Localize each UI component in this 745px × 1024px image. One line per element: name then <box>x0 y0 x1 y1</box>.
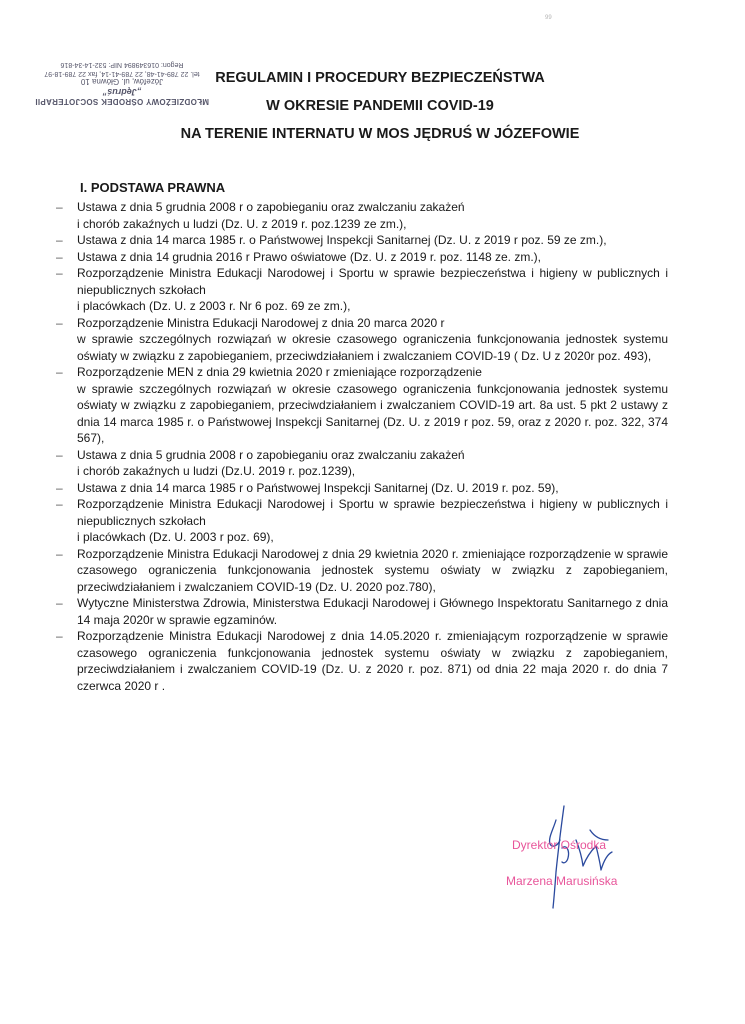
signature-title: Dyrektor Ośrodka <box>512 838 607 852</box>
legal-basis-item <box>56 628 668 694</box>
legal-basis-line: Ustawa z dnia 14 marca 1985 r. o Państwowej Inspekcji Sanitarnej (Dz. U. z 2019 r poz. 59 ze zm.), <box>77 233 607 247</box>
legal-basis-item <box>56 199 668 232</box>
legal-basis-text <box>77 265 668 315</box>
dash-bullet: – <box>56 480 63 495</box>
legal-basis-line: Ustawa z dnia 5 grudnia 2008 r o zapobieganiu oraz zwalczaniu zakażeń <box>77 200 465 214</box>
legal-basis-item <box>56 265 668 315</box>
legal-basis-item <box>56 595 668 628</box>
legal-basis-text <box>77 595 668 628</box>
stamp-title: MŁODZIEŻOWY OŚRODEK SOCJOTERAPII <box>35 97 209 106</box>
dash-bullet: – <box>56 546 63 561</box>
legal-basis-line: Wytyczne Ministerstwa Zdrowia, Ministerstwa Edukacji Narodowej i Głównego Inspektoratu Sanitarnego z dnia 14 maja 2020r w sprawie egzaminów. <box>77 596 668 627</box>
legal-basis-line: Rozporządzenie Ministra Edukacji Narodowej i Sportu w sprawie bezpieczeństwa i higieny w publicznych i niepublicznych szkołach <box>77 497 668 528</box>
stamp-address: Józefów, ul. Główna 10 <box>80 76 164 86</box>
stamp-phone: tel. 22 789-41-48, 22 789-41-14, fax 22 789-18-97 <box>44 69 200 77</box>
legal-basis-line: i chorób zakaźnych u ludzi (Dz.U. 2019 r. poz.1239), <box>77 464 356 478</box>
legal-basis-item <box>56 496 668 546</box>
legal-basis-list <box>56 199 668 694</box>
dash-bullet: – <box>56 447 63 462</box>
dash-bullet: – <box>56 629 63 643</box>
dash-bullet: – <box>56 249 63 264</box>
title-line: REGULAMIN I PROCEDURY BEZPIECZEŃSTWA <box>215 70 545 86</box>
legal-basis-line: Rozporządzenie MEN z dnia 29 kwietnia 2020 r zmieniające rozporządzenie <box>77 365 482 379</box>
legal-basis-text <box>77 546 668 596</box>
dash-bullet: – <box>56 365 63 379</box>
legal-basis-text <box>77 364 668 447</box>
legal-basis-text <box>77 199 668 232</box>
title-line: NA TERENIE INTERNATU W MOS JĘDRUŚ W JÓZEFOWIE <box>180 126 580 142</box>
legal-basis-line: w sprawie szczególnych rozwiązań w okresie czasowego ograniczenia funkcjonowania jednostek systemu oświaty w związku z zapobieganiem, przeciwdziałaniem i zwalczaniem COVID-19 art. 8a ust. 5 pkt 2 ustawy z dnia 14 marca 1985 r. o Państwowej Inspekcji Sanitarnej (Dz. U. z 2019 r poz. 59, oraz z 2020 r. poz. 322, 374 567), <box>77 381 668 445</box>
stamp-ids: Regon: 016349894 NIP: 532-14-34-816 <box>60 61 184 69</box>
dash-bullet: – <box>56 315 63 330</box>
dash-bullet: – <box>56 266 63 280</box>
handwritten-signature <box>504 800 634 912</box>
legal-basis-item <box>56 232 668 249</box>
legal-basis-item <box>56 315 668 365</box>
legal-basis-line: Rozporządzenie Ministra Edukacji Narodowej i Sportu w sprawie bezpieczeństwa i higieny w publicznych i niepublicznych szkołach <box>77 266 668 297</box>
legal-basis-line: i placówkach (Dz. U. 2003 r poz. 69), <box>77 530 274 544</box>
dash-bullet: – <box>56 596 63 610</box>
legal-basis-text <box>77 232 668 249</box>
legal-basis-line: Rozporządzenie Ministra Edukacji Narodowej z dnia 20 marca 2020 r <box>77 315 445 330</box>
document-title <box>80 64 680 148</box>
legal-basis-text <box>77 480 668 497</box>
legal-basis-line: Rozporządzenie Ministra Edukacji Narodowej z dnia 14.05.2020 r. zmieniającym rozporządzenie w sprawie czasowego ograniczenia funkcjonowania jednostek systemu oświaty w związku z zapobieganiem, przeciwdziałaniem i zwalczaniem COVID-19 (Dz. U. z 2020 r. poz. 871) od dnia 22 maja 2020 r. do dnia 7 czerwca 2020 r . <box>77 629 668 693</box>
legal-basis-item <box>56 546 668 596</box>
legal-basis-item <box>56 480 668 497</box>
signature-name: Marzena Marusińska <box>506 874 618 888</box>
section-heading: I. PODSTAWA PRAWNA <box>80 180 226 195</box>
legal-basis-item <box>56 364 668 447</box>
legal-basis-item <box>56 447 668 480</box>
page-mark: 99 <box>545 15 552 21</box>
signature-block <box>500 800 660 910</box>
legal-basis-line: Ustawa z dnia 5 grudnia 2008 r o zapobieganiu oraz zwalczaniu zakażeń <box>77 447 465 462</box>
legal-basis-text <box>77 447 668 480</box>
dash-bullet: – <box>56 200 63 214</box>
legal-basis-line: w sprawie szczególnych rozwiązań w okresie czasowego ograniczenia funkcjonowania jednostek systemu oświaty w związku z zapobieganiem, przeciwdziałaniem i zwalczaniem COVID-19 ( Dz. U z 2020r poz. 493), <box>77 332 668 363</box>
dash-bullet: – <box>56 233 63 247</box>
legal-basis-line: Rozporządzenie Ministra Edukacji Narodowej z dnia 29 kwietnia 2020 r. zmieniające rozporządzenie w sprawie czasowego ograniczenia funkcjonowania jednostek systemu oświaty w związku z zapobieganiem, przeciwdziałaniem i zwalczaniem COVID-19 (Dz. U. 2020 poz.780), <box>77 546 668 594</box>
legal-basis-line: i chorób zakaźnych u ludzi (Dz. U. z 2019 r. poz.1239 ze zm.), <box>77 216 407 231</box>
stamp-name: „Jędruś” <box>102 86 142 97</box>
legal-basis-text <box>77 315 668 365</box>
title-line: W OKRESIE PANDEMII COVID-19 <box>266 98 494 114</box>
legal-basis-line: i placówkach (Dz. U. z 2003 r. Nr 6 poz. 69 ze zm.), <box>77 299 351 313</box>
dash-bullet: – <box>56 497 63 511</box>
legal-basis-line: Ustawa z dnia 14 marca 1985 r o Państwowej Inspekcji Sanitarnej (Dz. U. 2019 r. poz. 59), <box>77 480 559 495</box>
legal-basis-text <box>77 249 668 266</box>
legal-basis-text <box>77 496 668 546</box>
legal-basis-line: Ustawa z dnia 14 grudnia 2016 r Prawo oświatowe (Dz. U. z 2019 r. poz. 1148 ze. zm.), <box>77 249 542 264</box>
legal-basis-text <box>77 628 668 694</box>
legal-basis-item <box>56 249 668 266</box>
